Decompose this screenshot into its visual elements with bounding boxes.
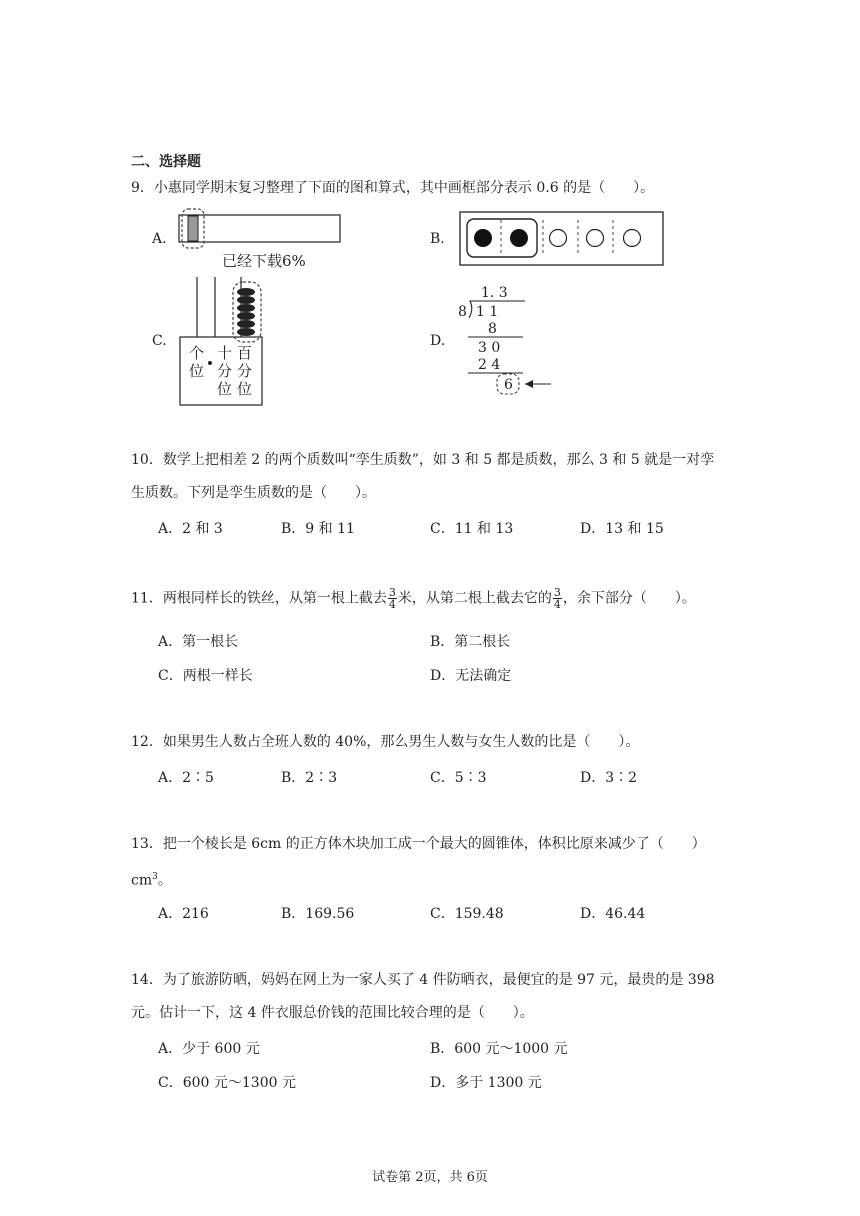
q14-option-b[interactable]: B．600 元～1000 元 bbox=[430, 1041, 568, 1057]
q14-option-c[interactable]: C．600 元～1300 元 bbox=[158, 1075, 296, 1091]
svg-text:位: 位 bbox=[237, 380, 253, 398]
q9-option-a-figure bbox=[178, 208, 343, 272]
bead-5 bbox=[237, 320, 255, 328]
q13-option-b[interactable]: B．169.56 bbox=[281, 906, 355, 922]
fraction-three-quarters-2: $\frac{3}{4}$ bbox=[553, 586, 561, 611]
bead-4 bbox=[237, 312, 255, 320]
q9-option-d-label[interactable]: D. bbox=[430, 333, 446, 349]
question-10-line-2: 生质数。下列是孪生质数的是（ ）。 bbox=[131, 485, 376, 501]
question-12-text: 12．如果男生人数占全班人数的 40%，那么男生人数与女生人数的比是（ ）。 bbox=[131, 734, 640, 750]
svg-text:十: 十 bbox=[217, 344, 233, 362]
download-fill bbox=[188, 216, 198, 241]
q10-option-d[interactable]: D．13 和 15 bbox=[580, 521, 664, 537]
bead-6 bbox=[237, 328, 255, 336]
filled-circle-1 bbox=[474, 229, 492, 247]
question-11-text: 11．两根同样长的铁丝，从第一根上截去 $\frac{3}{4}$ 米，从第二根上截去它的 $\frac{3}{4}$ ，余下部分（ ）。 bbox=[131, 586, 696, 611]
q10-option-c[interactable]: C．11 和 13 bbox=[430, 521, 514, 537]
bead-2 bbox=[237, 296, 255, 304]
q10-option-b[interactable]: B．9 和 11 bbox=[281, 521, 355, 537]
page-footer: 试卷第 2页，共 6页 bbox=[372, 1170, 488, 1185]
q12-option-a[interactable]: A．2∶5 bbox=[158, 770, 214, 786]
arrow-head bbox=[525, 380, 533, 388]
question-9-text: 9．小惠同学期末复习整理了下面的图和算式，其中画框部分表示 0.6 的是（ ）。 bbox=[131, 180, 655, 196]
q9-option-c-label[interactable]: C. bbox=[152, 333, 167, 349]
question-13-line-1: 13．把一个棱长是 6cm 的正方体木块加工成一个最大的圆锥体，体积比原来减少了（ ） bbox=[131, 836, 706, 852]
question-13-line-2: $cm^3$。 bbox=[131, 872, 172, 889]
question-10-line-1: 10．数学上把相差 2 的两个质数叫“孪生质数”，如 3 和 5 都是质数，那么 3 和 5 就是一对孪 bbox=[131, 452, 715, 468]
download-bar bbox=[179, 215, 340, 242]
q12-option-c[interactable]: C．5∶3 bbox=[430, 770, 487, 786]
decimal-point bbox=[208, 361, 212, 365]
svg-text:1 1: 1 1 bbox=[476, 304, 499, 320]
filled-circle-2 bbox=[510, 229, 528, 247]
svg-text:百: 百 bbox=[237, 344, 253, 362]
bead-3 bbox=[237, 304, 255, 312]
q9-option-a-label[interactable]: A. bbox=[152, 231, 167, 247]
svg-text:分: 分 bbox=[217, 362, 233, 380]
svg-text:位: 位 bbox=[189, 362, 205, 380]
bead-1 bbox=[237, 288, 255, 296]
svg-text:位: 位 bbox=[217, 380, 233, 398]
empty-circle-3 bbox=[624, 230, 641, 247]
q11-option-b[interactable]: B．第二根长 bbox=[430, 634, 511, 650]
svg-text:1. 3: 1. 3 bbox=[481, 285, 508, 301]
empty-circle-1 bbox=[550, 230, 567, 247]
question-14-line-2: 元。估计一下，这 4 件衣服总价钱的范围比较合理的是（ ）。 bbox=[131, 1005, 534, 1021]
q13-option-c[interactable]: C．159.48 bbox=[430, 906, 504, 922]
svg-text:6: 6 bbox=[504, 377, 513, 393]
q9-option-b-label[interactable]: B. bbox=[430, 231, 445, 247]
q9-option-c-abacus bbox=[178, 277, 268, 409]
section-title: 二、选择题 bbox=[131, 154, 201, 170]
fraction-three-quarters-1: $\frac{3}{4}$ bbox=[388, 586, 396, 611]
q13-option-d[interactable]: D．46.44 bbox=[580, 906, 646, 922]
q10-option-a[interactable]: A．2 和 3 bbox=[158, 521, 223, 537]
svg-text:个: 个 bbox=[189, 344, 205, 362]
q12-option-d[interactable]: D．3∶2 bbox=[580, 770, 638, 786]
q11-option-c[interactable]: C．两根一样长 bbox=[158, 668, 253, 684]
question-14-line-1: 14．为了旅游防晒，妈妈在网上为一家人买了 4 件防晒衣，最便宜的是 97 元，最贵的是 398 bbox=[131, 972, 715, 988]
q14-option-d[interactable]: D．多于 1300 元 bbox=[430, 1075, 542, 1091]
empty-circle-2 bbox=[587, 230, 604, 247]
download-caption: 已经下载6% bbox=[222, 252, 306, 270]
q11-option-d[interactable]: D．无法确定 bbox=[430, 668, 512, 684]
q9-option-b-figure bbox=[458, 210, 666, 268]
q11-option-a[interactable]: A．第一根长 bbox=[158, 634, 239, 650]
svg-text:8: 8 bbox=[488, 321, 497, 337]
q12-option-b[interactable]: B．2∶3 bbox=[281, 770, 338, 786]
q9-option-d-division bbox=[455, 282, 565, 402]
svg-text:分: 分 bbox=[237, 362, 253, 380]
svg-text:8: 8 bbox=[458, 304, 467, 320]
svg-text:2 4: 2 4 bbox=[478, 357, 501, 373]
q14-option-a[interactable]: A．少于 600 元 bbox=[158, 1041, 260, 1057]
svg-text:3 0: 3 0 bbox=[478, 340, 501, 356]
q13-option-a[interactable]: A．216 bbox=[158, 906, 209, 922]
